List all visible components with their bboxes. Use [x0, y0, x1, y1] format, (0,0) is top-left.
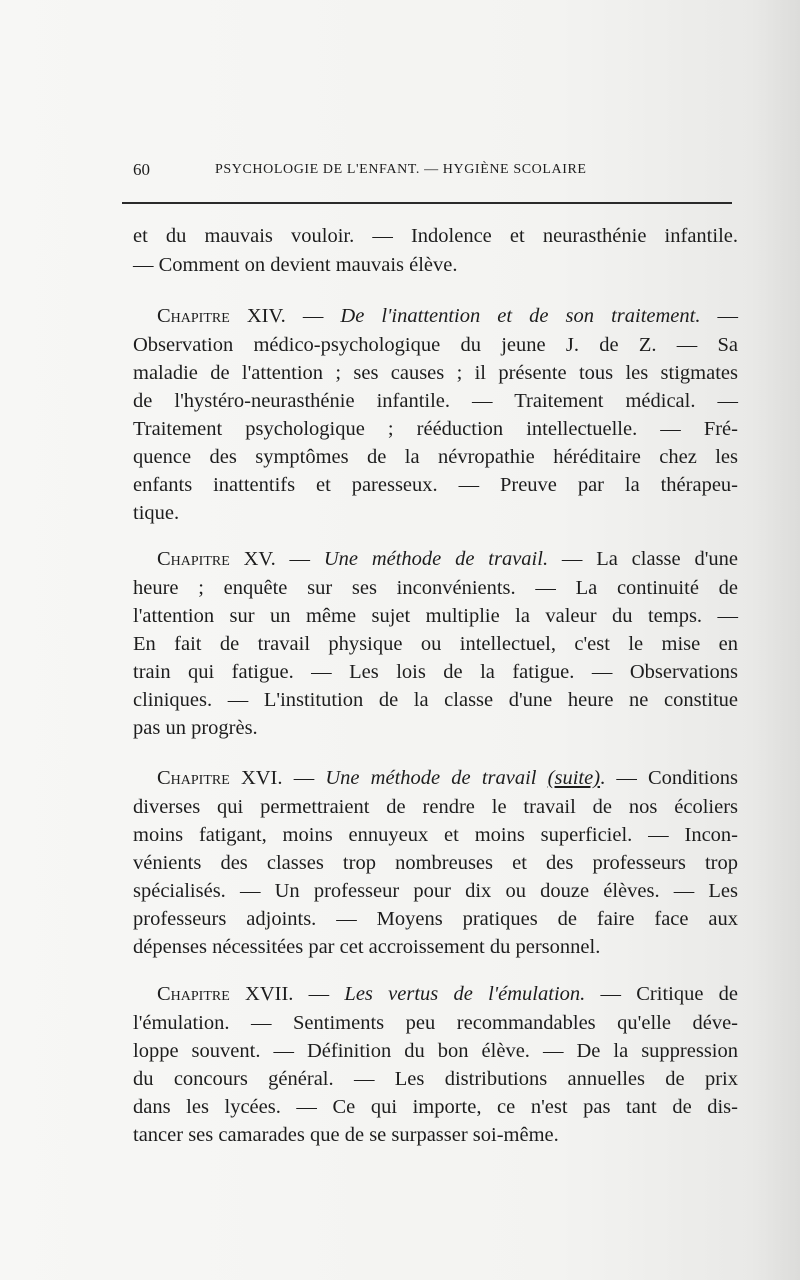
chapter-line: professeurs adjoints. — Moyens pratiques de faire face aux — [133, 908, 738, 930]
chapter-xvi-heading: Chapitre XVI. — Une méthode de travail (suite). — Conditions — [157, 767, 738, 789]
continuation-line: et du mauvais vouloir. — Indolence et neurasthénie infantile. — [133, 225, 738, 247]
chapter-title: De l'inattention et de son traitement. — [340, 305, 701, 327]
chapter-line: tancer ses camarades que de se surpasser soi-même. — [133, 1124, 559, 1146]
chapter-xv-heading: Chapitre XV. — Une méthode de travail. — La classe d'une — [157, 548, 738, 570]
chapter-line: heure ; enquête sur ses inconvénients. — La continuité de — [133, 577, 738, 599]
chapter-label: Chapitre XVI. — [157, 767, 283, 789]
chapter-label: Chapitre XIV. — [157, 305, 286, 327]
chapter-line: l'attention sur un même sujet multiplie la valeur du temps. — — [133, 605, 738, 627]
chapter-line: cliniques. — L'institution de la classe d'une heure ne constitue — [133, 689, 738, 711]
chapter-heading-rest: — Critique de — [585, 983, 739, 1005]
chapter-line: pas un progrès. — [133, 717, 258, 739]
chapter-heading-rest: — La classe d'une — [548, 548, 738, 570]
chapter-line: quence des symptômes de la névropathie héréditaire chez les — [133, 446, 738, 468]
chapter-title: Une méthode de travail — [325, 767, 537, 789]
chapter-label: Chapitre XV. — [157, 548, 276, 570]
chapter-line: loppe souvent. — Définition du bon élève. — De la suppression — [133, 1040, 738, 1062]
chapter-label: Chapitre XVII. — [157, 983, 294, 1005]
chapter-line: Traitement psychologique ; rééduction intellectuelle. — Fré- — [133, 418, 738, 440]
page-number: 60 — [133, 160, 150, 179]
chapter-title-suffix: (suite) — [547, 767, 601, 789]
running-head: PSYCHOLOGIE DE L'ENFANT. — HYGIÈNE SCOLAIRE — [215, 162, 587, 177]
chapter-line: diverses qui permettraient de rendre le travail de nos écoliers — [133, 796, 738, 818]
continuation-line: — Comment on devient mauvais élève. — [133, 254, 458, 276]
chapter-heading-rest: . — Conditions — [600, 767, 738, 789]
header-rule — [122, 202, 732, 204]
page-header — [133, 160, 733, 190]
chapter-line: En fait de travail physique ou intellectuel, c'est le mise en — [133, 633, 738, 655]
chapter-line: dépenses nécessitées par cet accroissement du personnel. — [133, 936, 601, 958]
chapter-heading-rest: — — [700, 305, 739, 327]
chapter-title: Une méthode de travail. — [323, 548, 549, 570]
chapter-line: maladie de l'attention ; ses causes ; il présente tous les stigmates — [133, 362, 738, 384]
chapter-line: Observation médico-psychologique du jeune J. de Z. — Sa — [133, 334, 738, 356]
chapter-xiv-heading: Chapitre XIV. — De l'inattention et de son traitement. — — [157, 305, 739, 327]
chapter-line: train qui fatigue. — Les lois de la fatigue. — Observations — [133, 661, 738, 683]
chapter-line: dans les lycées. — Ce qui importe, ce n'est pas tant de dis- — [133, 1096, 738, 1118]
chapter-line: moins fatigant, moins ennuyeux et moins superficiel. — Incon- — [133, 824, 738, 846]
chapter-line: de l'hystéro-neurasthénie infantile. — Traitement médical. — — [133, 390, 738, 412]
chapter-title: Les vertus de l'émulation. — [344, 983, 586, 1005]
chapter-line: l'émulation. — Sentiments peu recommandables qu'elle déve- — [133, 1012, 738, 1034]
chapter-line: spécialisés. — Un professeur pour dix ou douze élèves. — Les — [133, 880, 738, 902]
chapter-line: du concours général. — Les distributions annuelles de prix — [133, 1068, 738, 1090]
chapter-line: enfants inattentifs et paresseux. — Preuve par la thérapeu- — [133, 474, 738, 496]
chapter-xvii-heading: Chapitre XVII. — Les vertus de l'émulation. — Critique de — [157, 983, 739, 1005]
chapter-line: tique. — [133, 502, 180, 524]
chapter-line: vénients des classes trop nombreuses et des professeurs trop — [133, 852, 738, 874]
